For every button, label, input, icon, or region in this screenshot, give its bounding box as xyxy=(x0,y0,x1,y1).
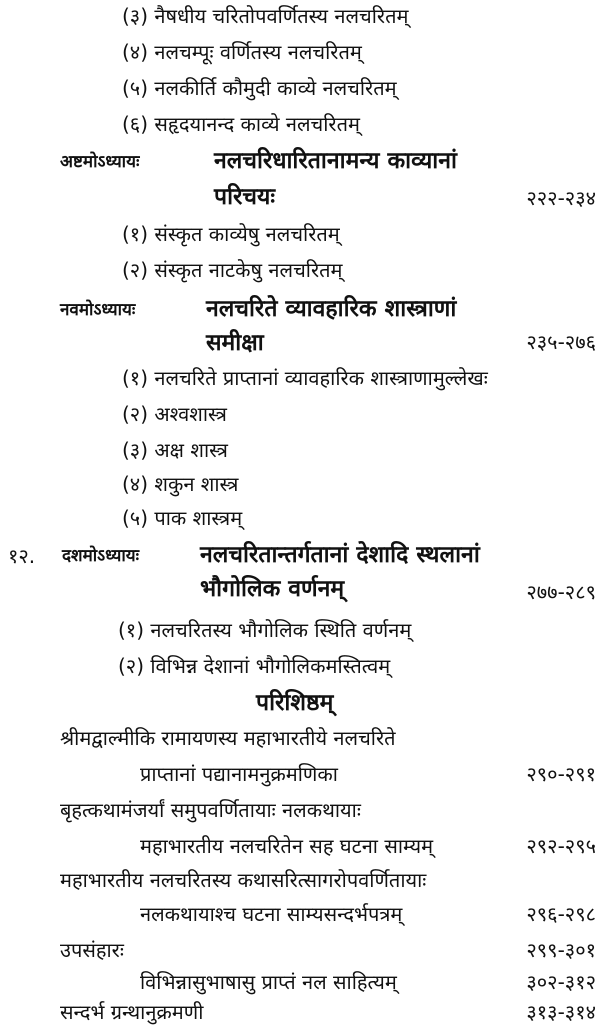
chapter-label: नवमोऽध्यायः xyxy=(60,300,136,320)
appendix-title: परिशिष्ठम् xyxy=(256,690,334,716)
chapter-title-cont: समीक्षा xyxy=(206,330,264,356)
toc-item: (६) सहृदयानन्द काव्ये नलचरितम् xyxy=(122,112,360,136)
appendix-entry-cont: नलकथायाश्च घटना साम्यसन्दर्भपत्रम् xyxy=(140,902,403,926)
page-range: २९६-२९८ xyxy=(526,902,596,926)
page-range: ३०२-३१२ xyxy=(526,970,596,994)
literature-entry: विभिन्नासुभाषासु प्राप्तं नल साहित्यम् xyxy=(140,970,397,994)
page-range: २३५-२७६ xyxy=(526,330,596,354)
appendix-entry: बृहत्कथामंजर्यां समुपवर्णितायाः नलकथायाः xyxy=(60,798,361,822)
chapter-label: अष्टमोऽध्यायः xyxy=(60,152,140,172)
appendix-entry: महाभारतीय नलचरितस्य कथासरित्सागरोपवर्णितायाः xyxy=(60,868,427,892)
toc-item: (२) संस्कृत नाटकेषु नलचरितम् xyxy=(122,258,343,282)
bibliography-entry: सन्दर्भ ग्रन्थानुक्रमणी xyxy=(60,1000,204,1024)
toc-item: (२) अश्वशास्त्र xyxy=(122,402,227,426)
appendix-entry-cont: प्राप्तानां पद्यानामनुक्रमणिका xyxy=(140,762,338,786)
toc-item: (१) संस्कृत काव्येषु नलचरितम् xyxy=(122,222,340,246)
toc-item: (४) नलचम्पूः वर्णितस्य नलचरितम् xyxy=(122,40,362,64)
page-range: २९९-३०१ xyxy=(526,938,596,962)
page-range: २९२-२९५ xyxy=(526,834,596,858)
conclusion-entry: उपसंहारः xyxy=(60,938,124,962)
toc-item: (५) पाक शास्त्रम् xyxy=(122,506,243,530)
entry-number: १२. xyxy=(8,544,36,568)
page-range: ३१३-३१४ xyxy=(526,1000,596,1024)
toc-item: (३) अक्ष शास्त्र xyxy=(122,438,228,462)
page-range: २९०-२९१ xyxy=(526,762,596,786)
chapter-title-cont: परिचयः xyxy=(214,184,276,210)
chapter-title: नलचरिते व्यावहारिक शास्त्राणां xyxy=(206,296,457,322)
page-range: २७७-२८९ xyxy=(526,580,596,604)
page-range: २२२-२३४ xyxy=(526,186,596,210)
chapter-title: नलचरिधारितानामन्य काव्यानां xyxy=(214,148,457,174)
toc-item: (४) शकुन शास्त्र xyxy=(122,472,239,496)
toc-item: (१) नलचरिते प्राप्तानां व्यावहारिक शास्त्राणामुल्लेखः xyxy=(122,366,488,390)
chapter-label: दशमोऽध्यायः xyxy=(62,546,140,566)
toc-item: (३) नैषधीय चरितोपवर्णितस्य नलचरितम् xyxy=(122,4,409,28)
toc-item: (५) नलकीर्ति कौमुदी काव्ये नलचरितम् xyxy=(122,76,397,100)
chapter-title: नलचरितान्तर्गतानां देशादि स्थलानां xyxy=(200,542,480,568)
chapter-title-cont: भौगोलिक वर्णनम् xyxy=(200,576,345,602)
appendix-entry: श्रीमद्वाल्मीकि रामायणस्य महाभारतीये नलचरिते xyxy=(60,726,396,750)
toc-item: (१) नलचरितस्य भौगोलिक स्थिति वर्णनम् xyxy=(118,618,412,642)
toc-item: (२) विभिन्न देशानां भौगोलिकमस्तित्वम् xyxy=(118,654,391,678)
appendix-entry-cont: महाभारतीय नलचरितेन सह घटना साम्यम् xyxy=(140,834,434,858)
